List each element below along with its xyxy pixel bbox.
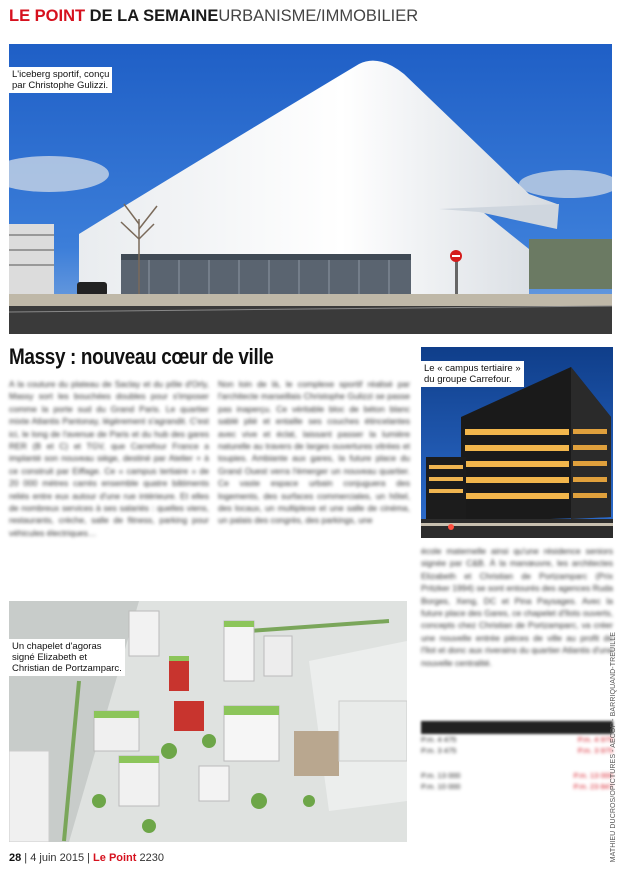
agoras-render-illustration — [9, 601, 407, 842]
photo-carrefour-campus — [421, 347, 613, 538]
caption-carrefour-campus: Le « campus tertiaire » du groupe Carrefour. — [421, 361, 524, 387]
photo-credit: MATHIEU DUCROS/OPICTURES - AECOP - BARRIQUAND-TREUILLE — [610, 632, 617, 863]
stats-row: P.m. 4 475 P.m. 4 975 — [421, 735, 613, 744]
stats-row: P.m. 3 475 P.m. 3 975 — [421, 746, 613, 755]
stats-row: P.m. 10 000 P.m. 23 847 — [421, 782, 613, 791]
page-header — [9, 6, 418, 26]
article-title: Massy : nouveau cœur de ville — [9, 344, 274, 369]
header-brand: LE POINT — [9, 7, 86, 25]
header-section: URBANISME/IMMOBILIER — [218, 7, 419, 25]
caption-sports-complex: L'iceberg sportif, conçu par Christophe Gulizzi. — [9, 67, 112, 93]
article-column-2: Non loin de là, le complexe sportif réalisé par l'architecte marseillais Christophe Gulizzi se passe pas inaperçu. Ce véritable bloc de béton blanc sablé plié et entaille ses couches étincelantes avec vive et éclat, laissant passer la lumière naturelle au travers de larges ouvertures vitrées et toupies. Ambiante aux gares, la future place du Grand Ouest verra l'émerger un nouveau quartier. Ce vaste espace urbain conjuguera des logements, des surfaces commerciales, un hôtel, des locaux, un multiplexe et une salle de cinéma, un palais des congrès, des parkings, une — [218, 379, 410, 526]
page-folio: 28 | 4 juin 2015 | Le Point 2230 — [9, 852, 164, 864]
stats-row: P.m. 13 000 P.m. 13 000 — [421, 771, 613, 780]
photo-agoras-render — [9, 601, 407, 842]
header-sem: DE LA SEMAINE — [85, 7, 219, 25]
article-column-3: école maternelle ainsi qu'une résidence seniors signée par C&B. À la manœuvre, les architectes Elizabeth et Christian de Portzamparc (Prix Pritzker 1994) se sont entourés des agences Ruda Borges, Xeng, DC et Pina Paysages. Avec la future place des Gares, ce chapelet d'îlots ouverts, concepts chez Christian de Portzamparc, va créer une nouvelle entrée pièces de ville au profit de l'îlot et donc aux riverains du quartier Atlantis d'une nouvelle centralité. — [421, 546, 613, 668]
caption-agoras-render: Un chapelet d'agoras signé Elizabeth et Christian de Portzamparc. — [9, 639, 125, 676]
article-column-1: A la couture du plateau de Saclay et du pôle d'Orly, Massy sort les bouchées doubles pour s'imposer comme la porte sud du Grand Paris. Le quartier mixte Atlantis Pantonay, légèrement s'agrandit. C'est ici, le long de l'avenue de Paris et du hub des gares RER (B et C) et TGV, que Carrefour France a implanté son nouveau siège, destiné par Atelier + à ce construit par Eiffage. Ce « campus tertiaire » de 20 000 mètres carrés ensemble quatre bâtiments reliés entre eux autour d'une rue intérieure. Et elles de nombreux services à ses salariés : quelles viens, restaurants, crèche, salle de fitness, parking pour véhicules électriques… — [9, 379, 209, 538]
stats-header-bar — [421, 721, 613, 734]
stats-box — [421, 721, 613, 792]
photo-sports-complex — [9, 44, 612, 334]
